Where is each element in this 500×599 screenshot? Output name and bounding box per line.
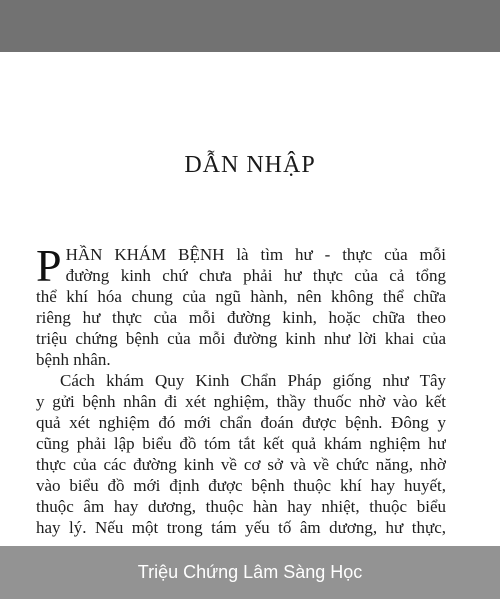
text-line: thực của các đường kinh về cơ sở và về chức năng, nhờ xyxy=(36,455,446,474)
paragraph-2 xyxy=(36,370,446,538)
text-line: y gửi bệnh nhân đi xét nghiệm, thầy thuốc nhờ vào kết xyxy=(36,392,446,411)
drop-cap: P xyxy=(36,240,62,291)
text-line: thuộc âm hay dương, thuộc hàn hay nhiệt, thuộc biểu xyxy=(36,497,446,516)
text-line: HẦN KHÁM BỆNH là tìm hư - thực của mỗi xyxy=(65,245,446,264)
text-line: riêng hư thực của mỗi đường kinh, hoặc chữa theo xyxy=(36,308,446,327)
text-line: đường kinh chứ chưa phải hư thực của cả tổng xyxy=(65,266,446,285)
caption-bar xyxy=(0,546,500,599)
book-page xyxy=(4,52,496,599)
text-line: hay lý. Nếu một trong tám yếu tố âm dương, hư thực, xyxy=(36,518,446,537)
text-line: cũng phải lập biểu đồ tóm tắt kết quả khám nghiệm hư xyxy=(36,434,446,453)
top-bar xyxy=(0,0,500,52)
text-line: thể khí hóa chung của ngũ hành, nên không thể chữa xyxy=(36,287,446,306)
body-text xyxy=(36,240,446,538)
text-line: vào biểu đồ mới định được bệnh thuộc khí hay huyết, xyxy=(36,476,446,495)
text-line: Cách khám Quy Kinh Chẩn Pháp giống như Tây xyxy=(60,371,446,390)
paragraph-1 xyxy=(36,240,446,370)
caption-title: Triệu Chứng Lâm Sàng Học xyxy=(137,562,363,582)
text-line: triệu chứng bệnh của mỗi đường kinh như lời khai của xyxy=(36,329,446,348)
text-line: bệnh nhân. xyxy=(36,350,111,369)
text-line: quả xét nghiệm đó mới chẩn đoán được bệnh. Đông y xyxy=(36,413,446,432)
chapter-heading: DẪN NHẬP xyxy=(184,152,316,178)
